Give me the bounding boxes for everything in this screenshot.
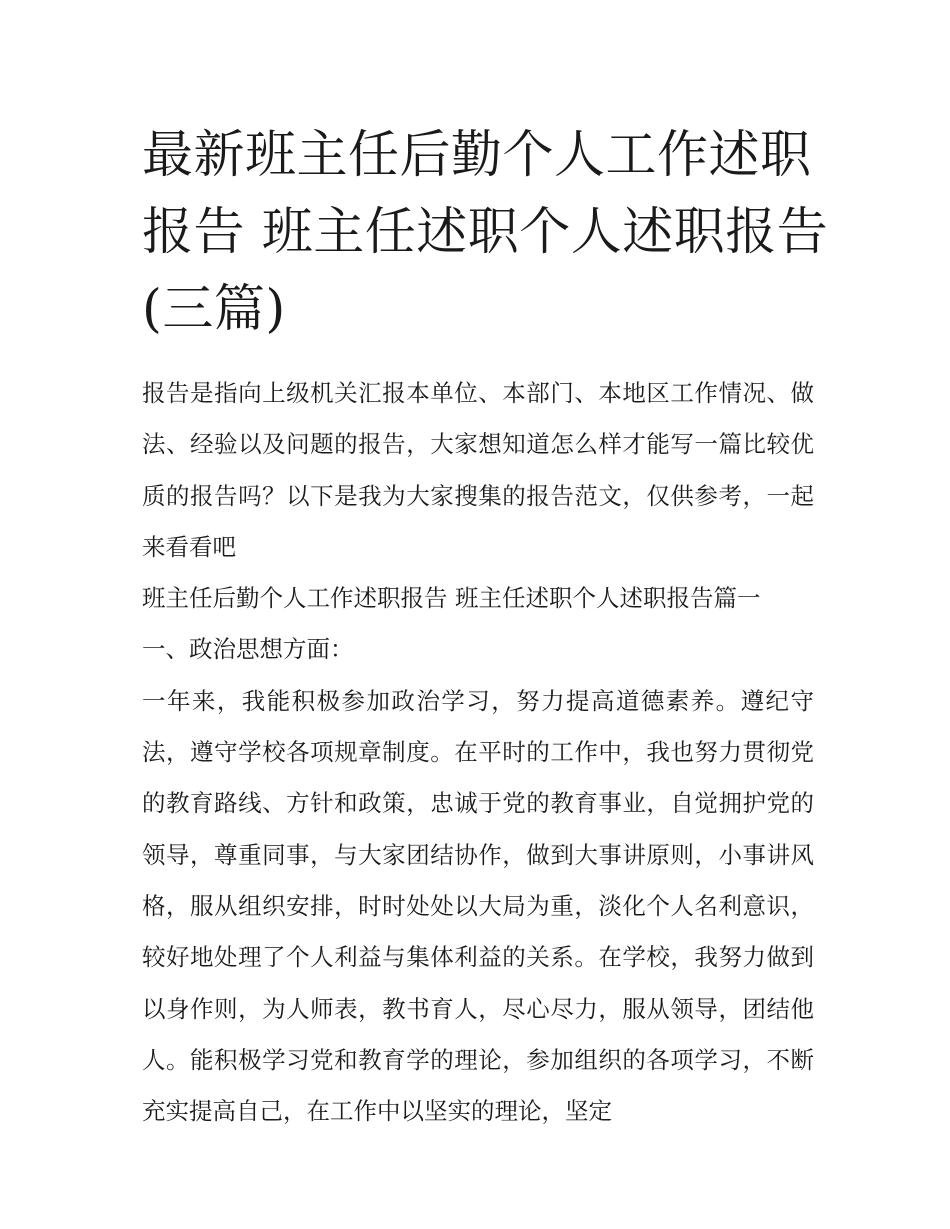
title-line-3: (三篇) <box>142 280 286 339</box>
section-title: 班主任后勤个人工作述职报告 班主任述职个人述职报告篇一 <box>142 584 761 613</box>
document-title <box>142 117 829 348</box>
subheading: 一、政治思想方面： <box>142 635 354 664</box>
intro-paragraph: 报告是指向上级机关汇报本单位、本部门、本地区工作情况、做法、经验以及问题的报告，大家想知道怎么样才能写一篇比较优质的报告吗？以下是我为大家搜集的报告范文，仅供参考，一起来看看吧 <box>142 379 814 561</box>
document-content <box>142 117 829 1137</box>
title-line-1: 最新班主任后勤个人工作述职 <box>142 126 812 185</box>
body-paragraph: 一年来，我能积极参加政治学习，努力提高道德素养。遵纪守法，遵守学校各项规章制度。在平时的工作中，我也努力贯彻党的教育路线、方针和政策，忠诚于党的教育事业，自觉拥护党的领导，尊重同事，与大家团结协作，做到大事讲原则，小事讲风格，服从组织安排，时时处处以大局为重，淡化个人名利意识，较好地处理了个人利益与集体利益的关系。在学校，我努力做到以身作则，为人师表，教书育人，尽心尽力，服从领导，团结他人。能积极学习党和教育学的理论，参加组织的各项学习，不断充实提高自己，在工作中以坚实的理论，坚定 <box>142 686 814 1126</box>
title-line-2: 报告 班主任述职个人述职报告 <box>142 203 829 262</box>
